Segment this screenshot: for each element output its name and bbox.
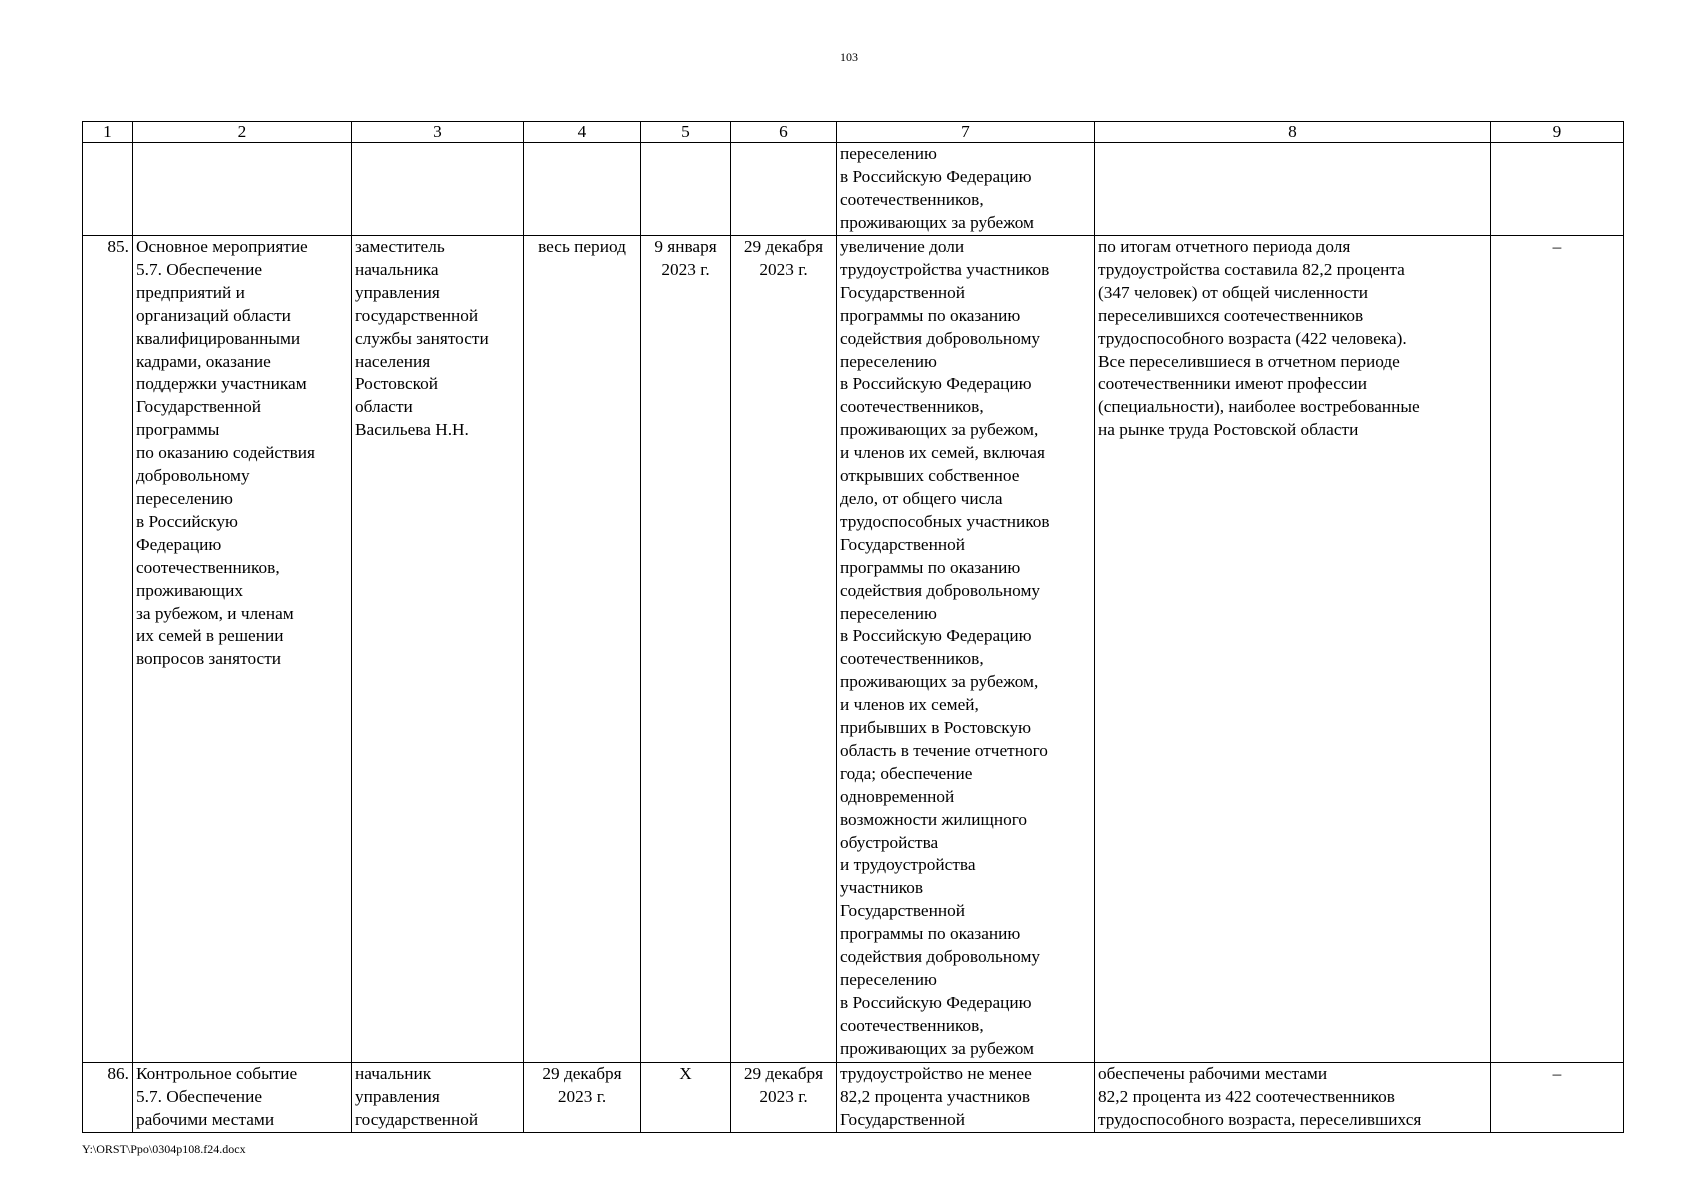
- table-cell: 29 декабря 2023 г.: [731, 236, 837, 1063]
- table-cell: весь период: [524, 236, 641, 1063]
- table-row: [83, 1063, 1624, 1133]
- table-cell: переселению в Российскую Федерацию соотечественников, проживающих за рубежом: [837, 143, 1095, 236]
- column-header: 1: [83, 122, 133, 143]
- table-cell: –: [1491, 236, 1624, 1063]
- table-cell: [83, 143, 133, 236]
- document-table: [82, 121, 1624, 1133]
- column-header: 3: [352, 122, 524, 143]
- table-cell: [641, 143, 731, 236]
- table-cell: Контрольное событие 5.7. Обеспечение рабочими местами: [133, 1063, 352, 1133]
- page-number: 103: [840, 50, 858, 64]
- table-cell: заместитель начальника управления государственной службы занятости населения Ростовской области Васильева Н.Н.: [352, 236, 524, 1063]
- table-cell: [1095, 143, 1491, 236]
- table-cell: обеспечены рабочими местами 82,2 процента из 422 соотечественников трудоспособного возраста, переселившихся: [1095, 1063, 1491, 1133]
- table-cell: [133, 143, 352, 236]
- table-cell: [731, 143, 837, 236]
- table-cell: увеличение доли трудоустройства участников Государственной программы по оказанию содействия добровольному переселению в Российскую Федерацию соотечественников, проживающих за рубежом, и членов их семей, включая открывших собственное дело, от общего числа трудоспособных участников Государственной программы по оказанию содействия добровольному переселению в Российскую Федерацию соотечественников, проживающих за рубежом, и членов их семей, прибывших в Ростовскую область в течение отчетного года; обеспечение одновременной возможности жилищного обустройства и трудоустройства участников Государственной программы по оказанию содействия добровольному переселению в Российскую Федерацию соотечественников, проживающих за рубежом: [837, 236, 1095, 1063]
- table-cell: [1491, 143, 1624, 236]
- column-header: 5: [641, 122, 731, 143]
- table-row: [83, 143, 1624, 236]
- table-cell: начальник управления государственной: [352, 1063, 524, 1133]
- column-header: 2: [133, 122, 352, 143]
- table-cell: Основное мероприятие 5.7. Обеспечение предприятий и организаций области квалифицированными кадрами, оказание поддержки участникам Государственной программы по оказанию содействия добровольному переселению в Российскую Федерацию соотечественников, проживающих за рубежом, и членам их семей в решении вопросов занятости: [133, 236, 352, 1063]
- table-cell: 29 декабря 2023 г.: [524, 1063, 641, 1133]
- table-header-row: [83, 122, 1624, 143]
- row-number: 85.: [83, 236, 133, 1063]
- table-cell: [352, 143, 524, 236]
- column-header: 8: [1095, 122, 1491, 143]
- table-cell: [524, 143, 641, 236]
- table-cell: Х: [641, 1063, 731, 1133]
- column-header: 6: [731, 122, 837, 143]
- table-cell: 29 декабря 2023 г.: [731, 1063, 837, 1133]
- table-row: [83, 236, 1624, 1063]
- table-cell: трудоустройство не менее 82,2 процента участников Государственной: [837, 1063, 1095, 1133]
- footer-file-path: Y:\ORST\Ppo\0304p108.f24.docx: [82, 1142, 246, 1156]
- column-header: 7: [837, 122, 1095, 143]
- column-header: 4: [524, 122, 641, 143]
- table-cell: по итогам отчетного периода доля трудоустройства составила 82,2 процента (347 человек) от общей численности переселившихся соотечественников трудоспособного возраста (422 человека). Все переселившиеся в отчетном периоде соотечественники имеют профессии (специальности), наиболее востребованные на рынке труда Ростовской области: [1095, 236, 1491, 1063]
- table-cell: –: [1491, 1063, 1624, 1133]
- column-header: 9: [1491, 122, 1624, 143]
- table-cell: 9 января 2023 г.: [641, 236, 731, 1063]
- row-number: 86.: [83, 1063, 133, 1133]
